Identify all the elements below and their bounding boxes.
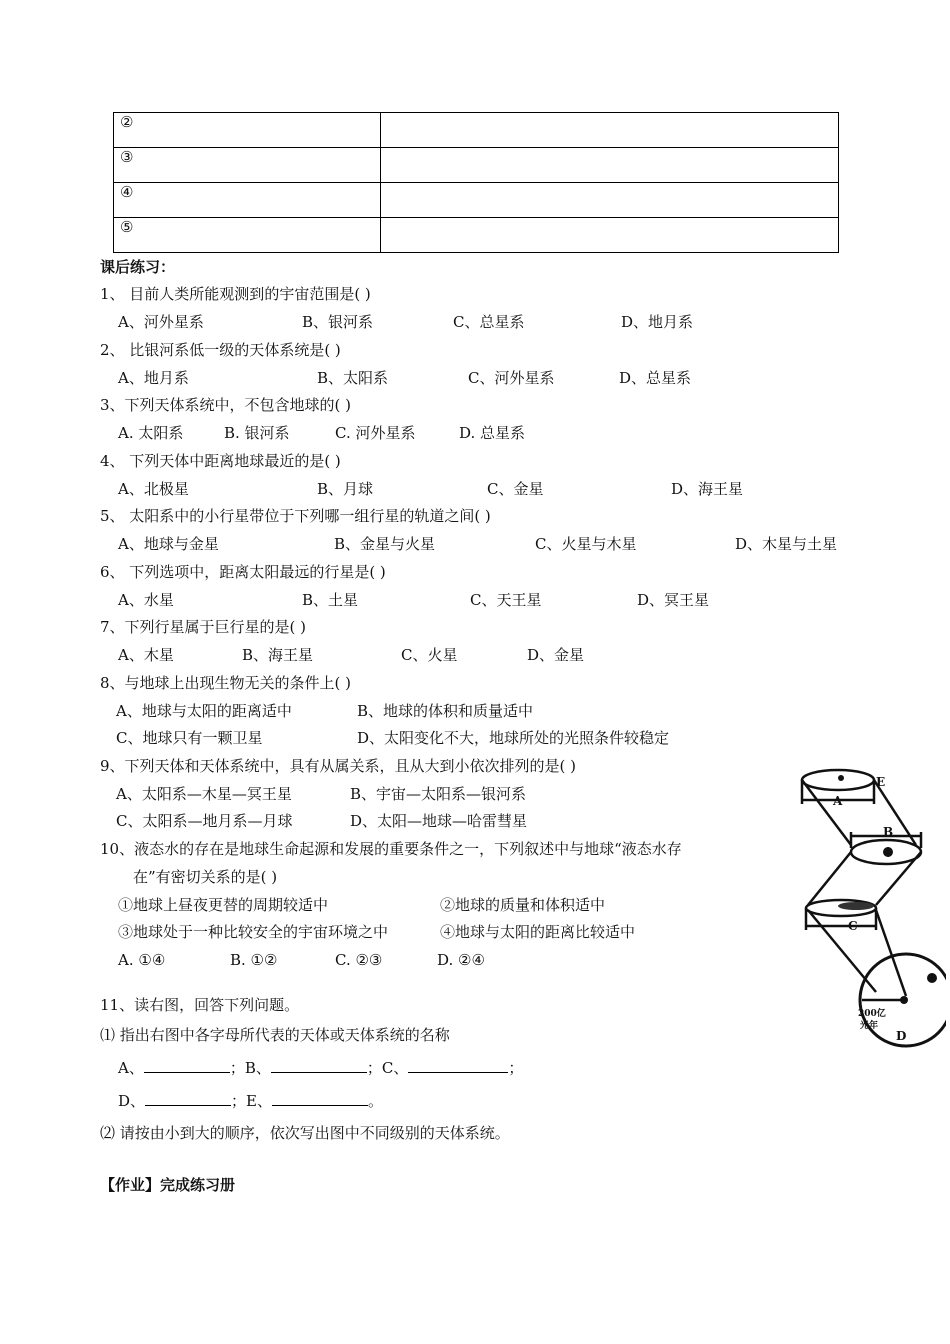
q8-option-d: D、太阳变化不大，地球所处的光照条件较稳定: [357, 729, 670, 747]
blank-c[interactable]: [408, 1058, 508, 1073]
q7-option-b: B、海王星: [242, 646, 314, 664]
q1-option-b: B、银河系: [302, 313, 374, 331]
q8-option-a: A、地球与太阳的距离适中: [116, 702, 292, 720]
label-d: D、: [118, 1092, 146, 1110]
q10-statement-2: ②地球的质量和体积适中: [440, 896, 606, 914]
moon-dot: [838, 775, 844, 781]
q9-option-b: B、宇宙—太阳系—银河系: [350, 785, 527, 803]
question-1-stem: 1、 目前人类所能观测到的宇宙范围是( ): [100, 285, 371, 303]
table-cell-answer: [381, 113, 839, 148]
line-end-2: 。: [367, 1092, 383, 1110]
label-c: C: [848, 919, 858, 933]
q1-option-c: C、总星系: [453, 313, 525, 331]
table-cell-label: ⑤: [114, 218, 381, 253]
q10-statement-4: ④地球与太阳的距离比较适中: [440, 923, 636, 941]
q4-option-b: B、月球: [317, 480, 374, 498]
question-8-stem: 8、与地球上出现生物无关的条件上( ): [100, 674, 352, 692]
q11-fill-line-1: [118, 1058, 523, 1077]
q1-option-a: A、河外星系: [118, 313, 204, 331]
label-d: D: [896, 1029, 907, 1043]
label-b: B: [883, 825, 894, 839]
q11-part-1: ⑴ 指出右图中各字母所代表的天体或天体系统的名称: [100, 1026, 450, 1044]
q7-option-a: A、木星: [118, 646, 174, 664]
q9-option-c: C、太阳系—地月系—月球: [116, 812, 293, 830]
q8-option-b: B、地球的体积和质量适中: [357, 702, 534, 720]
label-b: ；B、: [229, 1059, 271, 1077]
q5-option-b: B、金星与火星: [334, 535, 436, 553]
blank-d[interactable]: [145, 1091, 231, 1106]
table-cell-label: ④: [114, 183, 381, 218]
table-cell-label: ②: [114, 113, 381, 148]
q10-statement-3: ③地球处于一种比较安全的宇宙环境之中: [118, 923, 389, 941]
q2-option-d: D、总星系: [619, 369, 692, 387]
table-cell-label: ③: [114, 148, 381, 183]
question-6-stem: 6、 下列选项中，距离太阳最远的行星是( ): [100, 563, 386, 581]
q4-option-a: A、北极星: [118, 480, 189, 498]
q11-fill-line-2: [118, 1091, 383, 1110]
question-3-stem: 3、下列天体系统中，不包含地球的( ): [100, 396, 352, 414]
galaxy-dot: [927, 973, 937, 983]
q6-option-d: D、冥王星: [637, 591, 710, 609]
label-c: ；C、: [366, 1059, 409, 1077]
sun-icon: [883, 847, 893, 857]
question-2-stem: 2、 比银河系低一级的天体系统是( ): [100, 341, 341, 359]
table-cell-answer: [381, 218, 839, 253]
q4-option-c: C、金星: [487, 480, 544, 498]
q5-option-d: D、木星与土星: [735, 535, 838, 553]
q2-option-c: C、河外星系: [468, 369, 555, 387]
q10-option-c: C. ②③: [335, 951, 383, 969]
q9-option-a: A、太阳系—木星—冥王星: [116, 785, 292, 803]
q6-option-a: A、水星: [118, 591, 174, 609]
question-5-stem: 5、 太阳系中的小行星带位于下列哪一组行星的轨道之间( ): [100, 507, 491, 525]
q10-statement-1: ①地球上昼夜更替的周期较适中: [118, 896, 329, 914]
ellipse-e: [802, 770, 874, 790]
question-10-stem-cont: 在”有密切关系的是( ): [133, 868, 278, 886]
q7-option-d: D、金星: [527, 646, 585, 664]
question-10-stem: 10、液态水的存在是地球生命起源和发展的重要条件之一，下列叙述中与地球“液态水存: [100, 840, 682, 858]
q2-option-b: B、太阳系: [317, 369, 389, 387]
q3-option-d: D. 总星系: [459, 424, 526, 442]
label-e: E: [876, 775, 886, 789]
homework-line: 【作业】完成练习册: [100, 1176, 236, 1194]
blank-b[interactable]: [271, 1058, 367, 1073]
section-title: 课后练习：: [100, 258, 176, 276]
q10-option-b: B. ①②: [230, 951, 278, 969]
blank-a[interactable]: [144, 1058, 230, 1073]
q10-option-a: A. ①④: [118, 951, 166, 969]
q3-option-a: A. 太阳系: [118, 424, 184, 442]
q7-option-c: C、火星: [401, 646, 458, 664]
question-4-stem: 4、 下列天体中距离地球最近的是( ): [100, 452, 341, 470]
answer-table: [113, 112, 839, 253]
scale-label-unit: 光年: [860, 1021, 879, 1031]
q11-part-2: ⑵ 请按由小到大的顺序，依次写出图中不同级别的天体系统。: [100, 1124, 510, 1142]
blank-e[interactable]: [272, 1091, 368, 1106]
q8-option-c: C、地球只有一颗卫星: [116, 729, 263, 747]
q9-option-d: D、太阳—地球—哈雷彗星: [350, 812, 528, 830]
table-cell-answer: [381, 148, 839, 183]
question-11-stem: 11、读右图，回答下列问题。: [100, 996, 300, 1014]
q4-option-d: D、海王星: [671, 480, 744, 498]
scale-label-number: 200亿: [858, 1009, 886, 1019]
line-end-1: ；: [508, 1059, 524, 1077]
q1-option-d: D、地月系: [621, 313, 694, 331]
q6-option-c: C、天王星: [470, 591, 542, 609]
question-7-stem: 7、下列行星属于巨行星的是( ): [100, 618, 307, 636]
q2-option-a: A、地月系: [118, 369, 189, 387]
q5-option-c: C、火星与木星: [535, 535, 637, 553]
question-9-stem: 9、下列天体和天体系统中，具有从属关系，且从大到小依次排列的是( ): [100, 757, 577, 775]
celestial-systems-diagram: [796, 760, 946, 1060]
q3-option-b: B. 银河系: [224, 424, 290, 442]
label-a: A: [833, 794, 843, 808]
label-e: ；E、: [231, 1092, 272, 1110]
q3-option-c: C. 河外星系: [335, 424, 416, 442]
q6-option-b: B、土星: [302, 591, 359, 609]
q5-option-a: A、地球与金星: [118, 535, 219, 553]
table-cell-answer: [381, 183, 839, 218]
q10-option-d: D. ②④: [437, 951, 485, 969]
label-a: A、: [118, 1059, 144, 1077]
